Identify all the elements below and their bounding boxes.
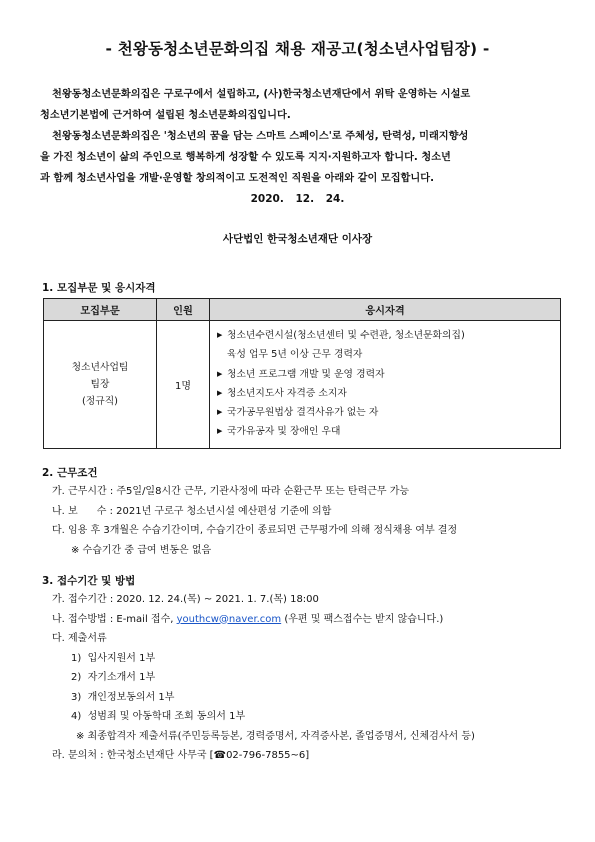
dept-name: 청소년사업팀 — [71, 361, 129, 373]
list-item — [217, 326, 556, 345]
intro-line: 과 함께 청소년사업을 개발·운영할 창의적이고 도전적인 직원을 아래와 같이 모집합니다. — [40, 173, 434, 184]
table-header-row — [44, 299, 561, 321]
list-item — [217, 365, 556, 384]
application-info — [52, 590, 572, 766]
list-item — [217, 384, 556, 403]
dept-type: (정규직) — [81, 395, 119, 407]
work-conditions — [52, 482, 572, 560]
page-title: - 천왕동청소년문화의집 채용 재공고(청소년사업팀장) - — [105, 40, 490, 58]
section-1-heading: 1. 모집부문 및 응시자격 — [42, 282, 156, 294]
notice-date: 2020. 12. 24. — [250, 193, 345, 205]
section-2-heading: 2. 근무조건 — [42, 467, 98, 479]
triangle-bullet-icon: ▶ — [217, 388, 223, 397]
document-item: 3) 개인정보동의서 1부 — [71, 691, 175, 703]
documents-note: ※ 최종합격자 제출서류(주민등록등본, 경력증명서, 자격증사본, 졸업증명서, 신체검사서 등) — [76, 730, 475, 742]
list-item — [217, 422, 556, 441]
table-row — [44, 321, 561, 449]
triangle-bullet-icon: ▶ — [217, 427, 223, 436]
phone-icon: ☎ — [213, 750, 227, 761]
intro-text — [40, 84, 560, 189]
qualification-text: 국가유공자 및 장애인 우대 — [227, 426, 341, 438]
contact-info — [52, 746, 572, 766]
triangle-bullet-icon: ▶ — [217, 331, 223, 339]
list-item — [217, 403, 556, 422]
header-count: 인원 — [157, 299, 210, 321]
qualification-text: 청소년수련시설(청소년센터 및 수련관, 청소년문화의집) — [227, 330, 465, 341]
email-link[interactable]: youthcw@naver.com — [176, 613, 282, 625]
contact-bracket: ] — [305, 750, 310, 761]
dept-position: 팀장 — [90, 378, 110, 390]
contact-label: 라. 문의처 : 한국청소년재단 사무국 [ — [52, 750, 214, 761]
contact-number: 02-796-7855~6 — [226, 750, 306, 761]
intro-line: 청소년기본법에 근거하여 설립된 청소년문화의집입니다. — [40, 110, 291, 121]
intro-line: 을 가진 청소년이 삶의 주인으로 행복하게 성장할 수 있도록 지지·지원하고자 합니다. 청소년 — [40, 152, 451, 163]
list-item-continuation: 육성 업무 5년 이상 근무 경력자 — [227, 349, 363, 361]
section-3-heading: 3. 접수기간 및 방법 — [42, 575, 136, 587]
dept-cell — [44, 321, 157, 449]
application-period: 가. 접수기간 : 2020. 12. 24.(목) ~ 2021. 1. 7.(목) 18:00 — [52, 594, 319, 605]
condition-line: 다. 임용 후 3개월은 수습기간이며, 수습기간이 종료되면 근무평가에 의해 정식채용 여부 결정 — [52, 525, 458, 536]
document-item: 4) 성범죄 및 아동학대 조회 동의서 1부 — [71, 711, 246, 722]
qualification-text: 청소년지도사 자격증 소지자 — [227, 387, 347, 399]
intro-line: 천왕동청소년문화의집은 '청소년의 꿈을 담는 스마트 스페이스'로 주체성, 탄력성, 미래지향성 — [52, 131, 469, 142]
method-label: 나. 접수방법 : E-mail 접수, — [52, 613, 177, 625]
triangle-bullet-icon: ▶ — [217, 369, 223, 378]
documents-heading: 다. 제출서류 — [52, 633, 107, 644]
qualification-text: 청소년 프로그램 개발 및 운영 경력자 — [227, 368, 385, 380]
triangle-bullet-icon: ▶ — [217, 408, 223, 417]
application-method — [52, 610, 572, 630]
recruitment-table — [43, 298, 561, 449]
document-item: 1) 입사지원서 1부 — [71, 652, 156, 664]
document-item: 2) 자기소개서 1부 — [71, 672, 156, 683]
method-note: (우편 및 팩스접수는 받지 않습니다.) — [281, 613, 444, 625]
condition-line: 가. 근무시간 : 주5일/일8시간 근무, 기관사정에 따라 순환근무 또는 탄력근무 가능 — [52, 486, 410, 497]
condition-line: 나. 보 수 : 2021년 구로구 청소년시설 예산편성 기준에 의함 — [52, 505, 332, 517]
condition-note: ※ 수습기간 중 급여 변동은 없음 — [71, 544, 212, 556]
header-dept: 모집부문 — [44, 299, 157, 321]
issuer-name: 사단법인 한국청소년재단 이사장 — [222, 233, 373, 245]
qualification-text: 국가공무원법상 결격사유가 없는 자 — [227, 407, 379, 419]
qualification-cell — [210, 321, 561, 449]
header-qualification: 응시자격 — [210, 299, 561, 321]
intro-line: 천왕동청소년문화의집은 구로구에서 설립하고, (사)한국청소년재단에서 위탁 운영하는 시설로 — [52, 89, 471, 100]
count-cell: 1명 — [157, 321, 210, 449]
